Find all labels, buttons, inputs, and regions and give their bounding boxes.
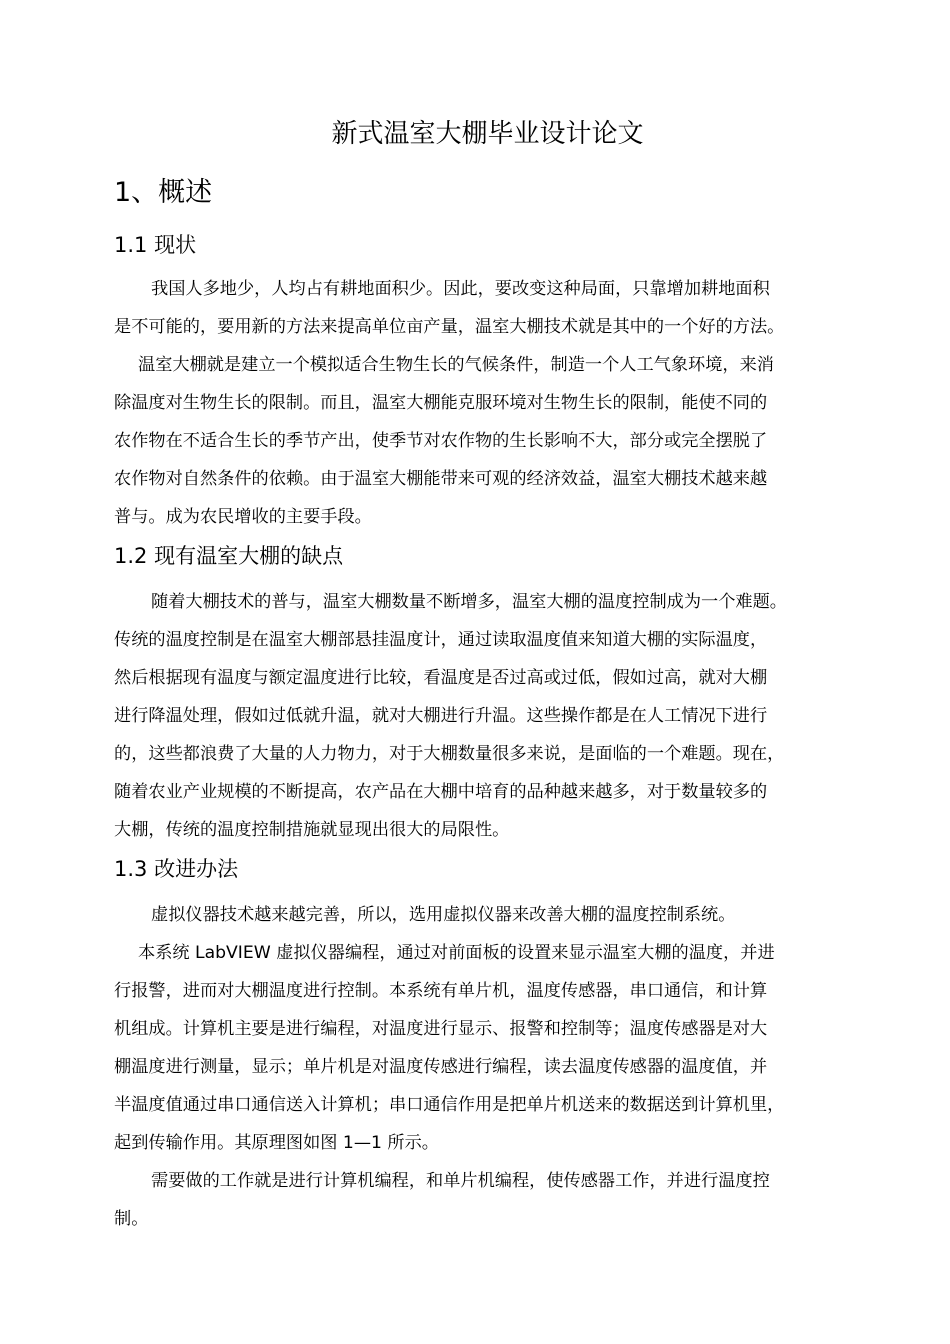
paragraph-line: 温室大棚就是建立一个模拟适合生物生长的气候条件，制造一个人工气象环境，来消	[138, 355, 774, 375]
paragraph-line: 普与。成为农民增收的主要手段。	[114, 507, 372, 527]
paragraph-line: 本系统 LabVIEW 虚拟仪器编程，通过对前面板的设置来显示温室大棚的温度，并进	[138, 943, 775, 963]
paragraph-line: 随着农业产业规模的不断提高，农产品在大棚中培育的品种越来越多，对于数量较多的	[114, 782, 768, 802]
paragraph-line: 农作物在不适合生长的季节产出，使季节对农作物的生长影响不大，部分或完全摆脱了	[114, 431, 768, 451]
paragraph-line: 起到传输作用。其原理图如图 1—1 所示。	[114, 1133, 439, 1153]
paragraph-line: 的，这些都浪费了大量的人力物力，对于大棚数量很多来说，是面临的一个难题。现在，	[114, 744, 785, 764]
paragraph-line: 棚温度进行测量，显示；单片机是对温度传感进行编程，读去温度传感器的温度值，并	[114, 1057, 768, 1077]
paragraph-line: 大棚，传统的温度控制措施就显现出很大的局限性。	[114, 820, 510, 840]
paragraph-line: 我国人多地少，人均占有耕地面积少。因此，要改变这种局面，只靠增加耕地面积	[151, 279, 770, 299]
section-1-2-heading: 1.2 现有温室大棚的缺点	[114, 544, 344, 568]
paragraph-line: 虚拟仪器技术越来越完善，所以，选用虚拟仪器来改善大棚的温度控制系统。	[151, 905, 736, 925]
paragraph-line: 传统的温度控制是在温室大棚部悬挂温度计，通过读取温度值来知道大棚的实际温度，	[114, 630, 768, 650]
paragraph-line: 制。	[114, 1209, 149, 1229]
paragraph-line: 除温度对生物生长的限制。而且，温室大棚能克服环境对生物生长的限制，能使不同的	[114, 393, 768, 413]
paragraph-line: 然后根据现有温度与额定温度进行比较，看温度是否过高或过低，假如过高，就对大棚	[114, 668, 768, 688]
document-title: 新式温室大棚毕业设计论文	[331, 119, 644, 149]
paragraph-line: 进行降温处理，假如过低就升温，就对大棚进行升温。这些操作都是在人工情况下进行	[114, 706, 768, 726]
paragraph-line: 半温度值通过串口通信送入计算机；串口通信作用是把单片机送来的数据送到计算机里，	[114, 1095, 785, 1115]
paragraph-line: 机组成。计算机主要是进行编程，对温度进行显示、报警和控制等；温度传感器是对大	[114, 1019, 768, 1039]
section-1-heading: 1、概述	[114, 177, 213, 208]
section-1-3-heading: 1.3 改进办法	[114, 857, 239, 881]
paragraph-line: 随着大棚技术的普与，温室大棚数量不断增多，温室大棚的温度控制成为一个难题。	[151, 592, 787, 612]
paragraph-line: 农作物对自然条件的依赖。由于温室大棚能带来可观的经济效益，温室大棚技术越来越	[114, 469, 768, 489]
paragraph-line: 是不可能的，要用新的方法来提高单位亩产量，温室大棚技术就是其中的一个好的方法。	[114, 317, 785, 337]
paragraph-line: 行报警，进而对大棚温度进行控制。本系统有单片机，温度传感器，串口通信，和计算	[114, 981, 768, 1001]
paragraph-line: 需要做的工作就是进行计算机编程，和单片机编程，使传感器工作，并进行温度控	[151, 1171, 770, 1191]
section-1-1-heading: 1.1 现状	[114, 233, 197, 257]
